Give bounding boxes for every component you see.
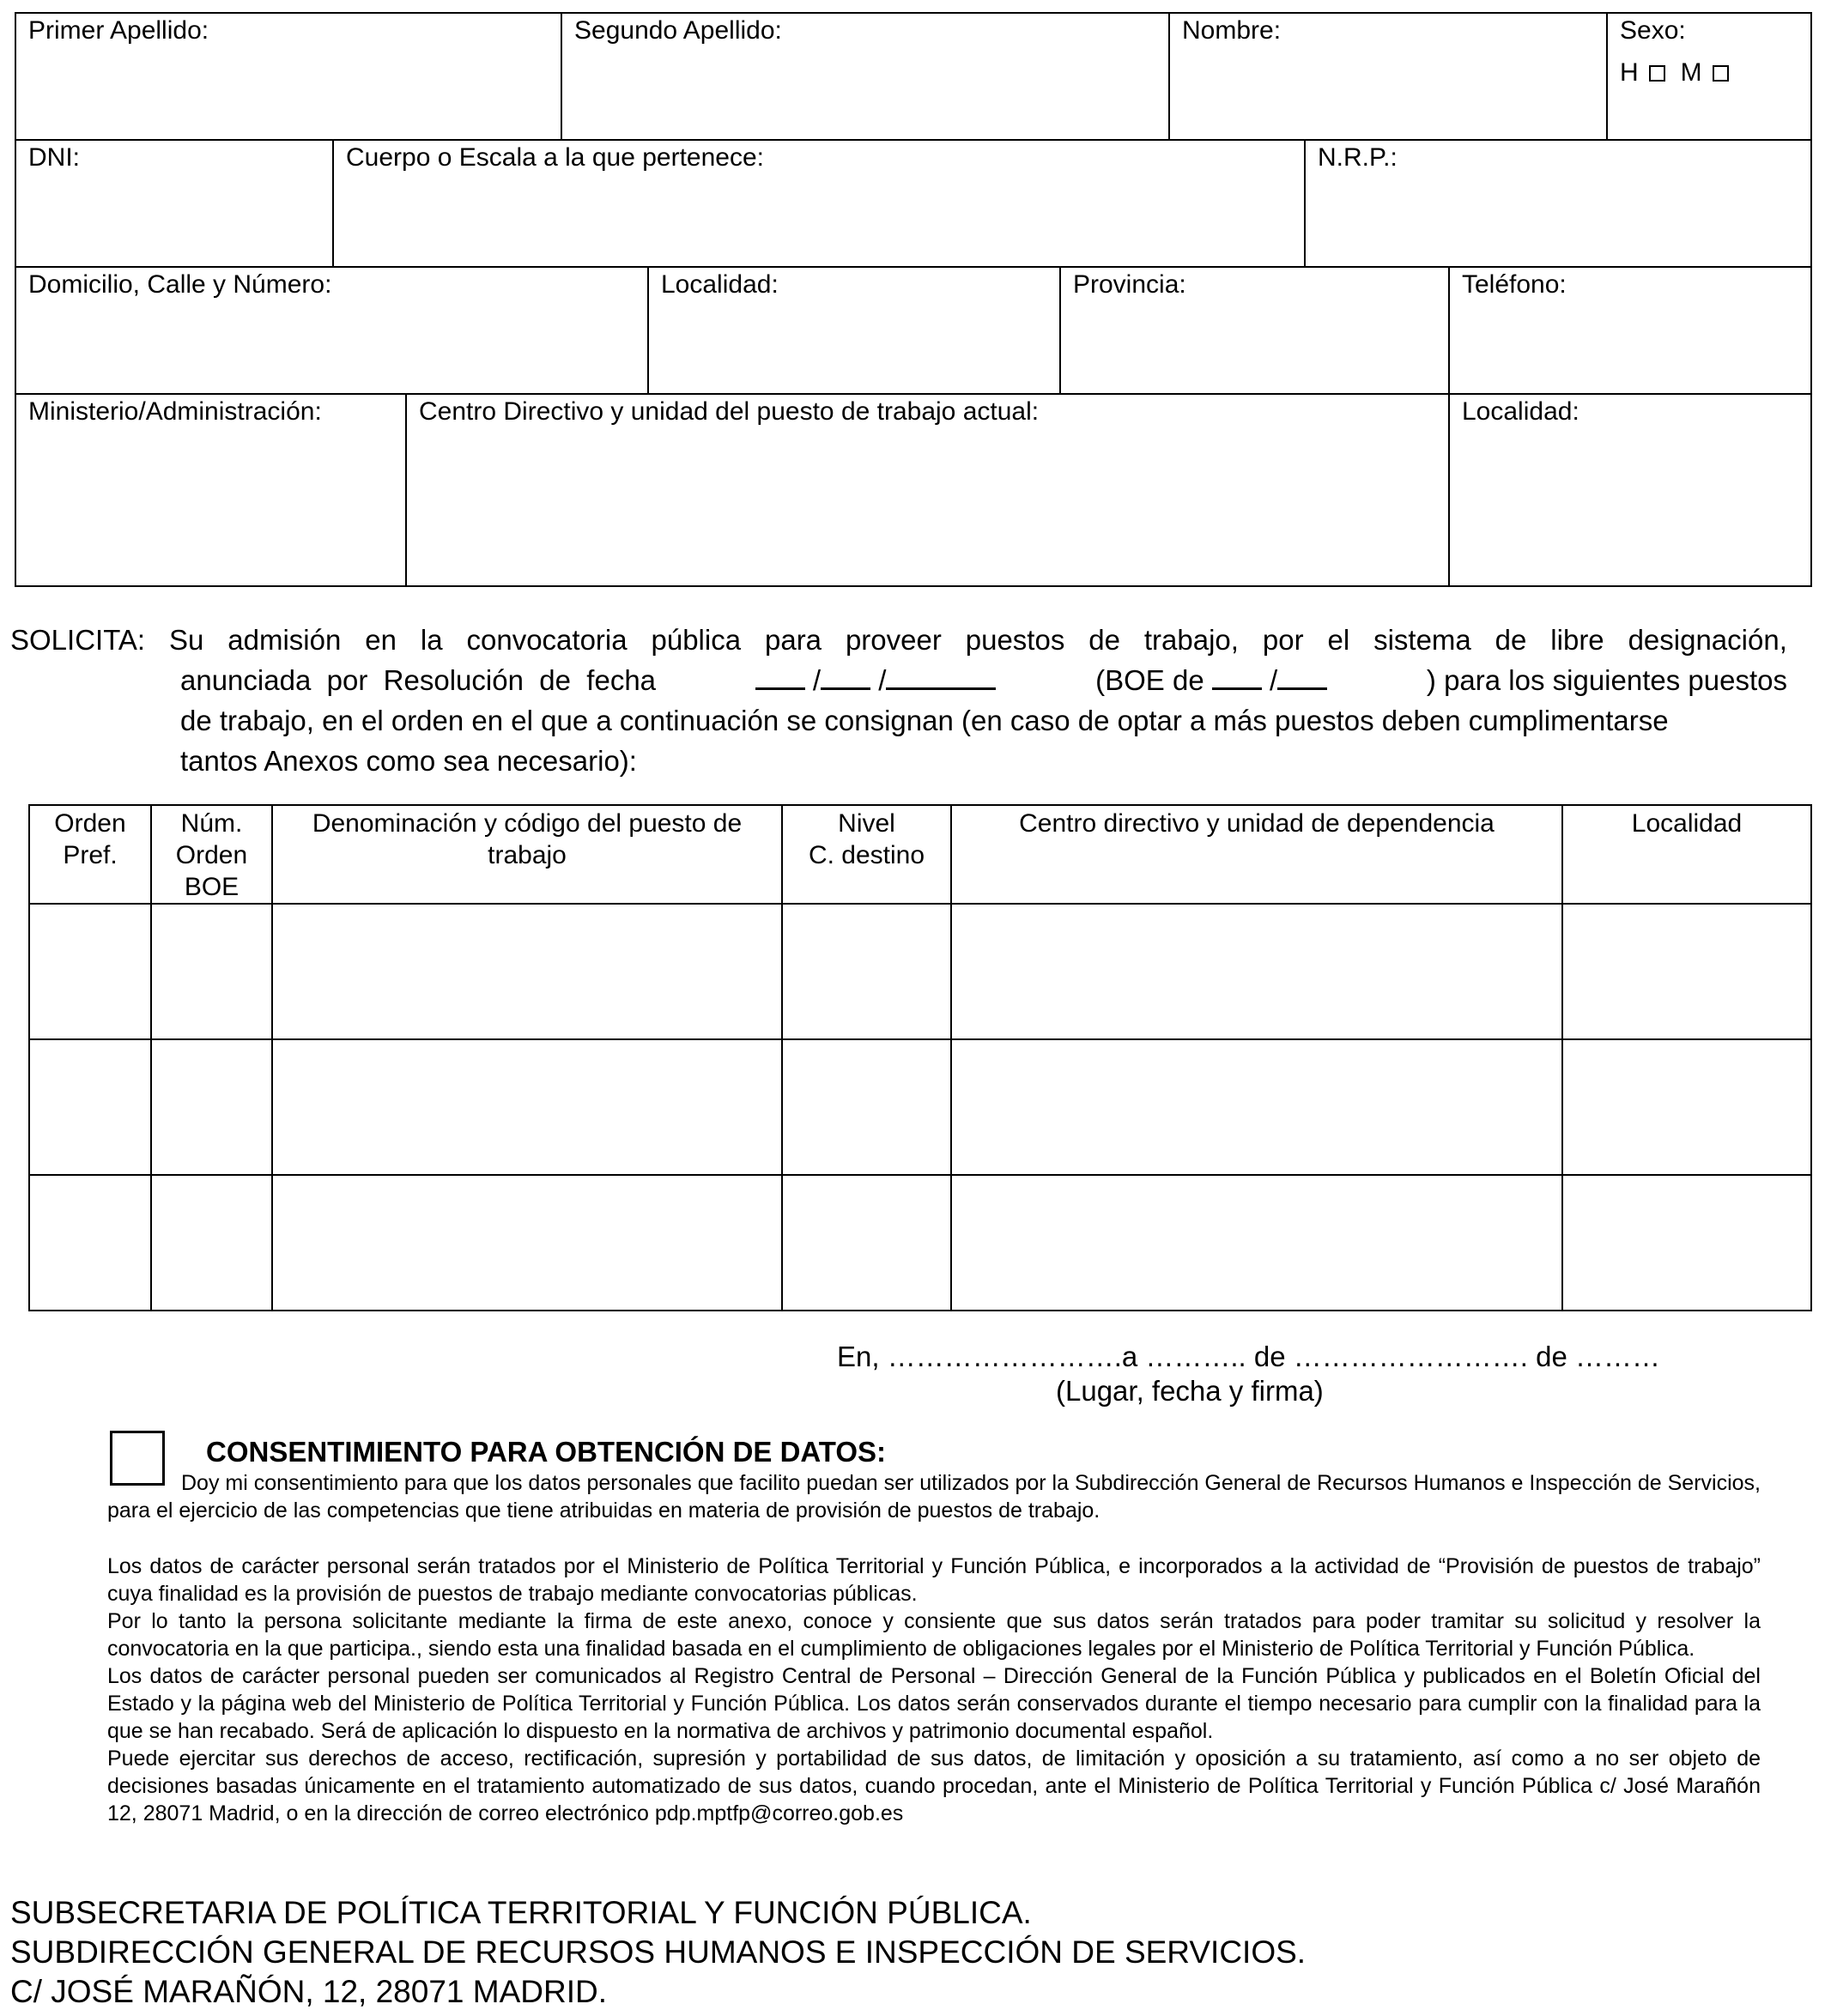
puestos-header-cell — [782, 805, 951, 904]
table-row — [29, 904, 1811, 1039]
puestos-input-cell[interactable] — [272, 1175, 782, 1311]
puestos-input-cell[interactable] — [951, 904, 1562, 1039]
solicita-line-4: tantos Anexos como sea necesario): — [180, 745, 637, 777]
puestos-header-text: Orden — [54, 809, 126, 838]
table-row — [29, 1175, 1811, 1311]
puestos-input-cell[interactable] — [29, 904, 151, 1039]
ministerio-field[interactable] — [16, 395, 405, 585]
puestos-input-cell[interactable] — [1562, 904, 1811, 1039]
puestos-input-cell[interactable] — [272, 904, 782, 1039]
localidad-field[interactable] — [647, 268, 1059, 393]
puestos-input-cell[interactable] — [782, 1039, 951, 1175]
solicita-word: de — [1495, 624, 1527, 656]
solicita-word: el — [1327, 624, 1350, 656]
consent-title: CONSENTIMIENTO PARA OBTENCIÓN DE DATOS: — [206, 1436, 887, 1468]
solicita-line-3: de trabajo, en el orden en el que a continuación se consignan (en caso de optar a más puestos deben cumplimentarse — [180, 705, 1669, 736]
puestos-header-cell — [1562, 805, 1811, 904]
solicita-word: por — [1262, 624, 1304, 656]
privacy-notice — [107, 1553, 1761, 1827]
puestos-header-cell — [29, 805, 151, 904]
puestos-input-cell[interactable] — [29, 1175, 151, 1311]
nrp-label: N.R.P.: — [1318, 143, 1398, 172]
sexo-options — [1620, 58, 1729, 88]
puestos-header-cell — [951, 805, 1562, 904]
nombre-label: Nombre: — [1182, 16, 1282, 45]
privacy-paragraph: Los datos de carácter personal serán tratados por el Ministerio de Política Territorial y Función Pública, e incorporados a la actividad de “Provisión de puestos de trabajo” cuya finalidad es la provisión de puestos de trabajo mediante convocatorias públicas. — [107, 1554, 1761, 1606]
puestos-header-text: Localidad — [1631, 809, 1743, 838]
solicita-line-2 — [10, 660, 1787, 700]
privacy-paragraph: Puede ejercitar sus derechos de acceso, rectificación, supresión y portabilidad de sus datos, de limitación y oposición a su tratamiento, así como a no ser objeto de decisiones basadas únicamente en el tratamiento automatizado de sus datos, cuando procedan, ante el Ministerio de Política Territorial y Función Pública c/ José Marañón 12, 28071 Madrid, o en la dirección de correo electrónico pdp.mptfp@correo.gob.es — [107, 1747, 1761, 1825]
puestos-input-cell[interactable] — [151, 1175, 272, 1311]
form-row-name — [16, 14, 1810, 141]
fecha-year-blank[interactable] — [886, 662, 996, 690]
footer-line: C/ JOSÉ MARAÑÓN, 12, 28071 MADRID. — [10, 1974, 607, 2009]
sexo-m-checkbox[interactable] — [1713, 65, 1729, 82]
fecha-day-blank[interactable] — [755, 662, 805, 690]
form-row-dni — [16, 141, 1810, 268]
nrp-field[interactable] — [1304, 141, 1810, 266]
footer-line: SUBDIRECCIÓN GENERAL DE RECURSOS HUMANOS E INSPECCIÓN DE SERVICIOS. — [10, 1934, 1307, 1970]
solicita-line-2-end: ) para los siguientes puestos — [1426, 664, 1787, 696]
provincia-field[interactable] — [1059, 268, 1448, 393]
lugar-fecha-line[interactable]: En, …………………….a ……….. de ……………………. de ……… — [837, 1341, 1660, 1372]
date-slash: / — [1270, 664, 1278, 696]
sexo-field — [1606, 14, 1810, 139]
resolucion-date-inputs — [755, 660, 997, 700]
privacy-paragraph: Los datos de carácter personal pueden ser comunicados al Registro Central de Personal – Dirección General de la Función Pública y publicados en el Boletín Oficial del Estado y la página web del Ministerio de Política Territorial y Función Pública. Los datos serán conservados durante el tiempo necesario para cumplir con la finalidad para la que se han recabado. Será de aplicación lo dispuesto en la normativa de archivos y patrimonio documental español. — [107, 1664, 1761, 1743]
solicita-word: admisión — [227, 624, 342, 656]
solicita-word: para — [764, 624, 822, 656]
footer-line: SUBSECRETARIA DE POLÍTICA TERRITORIAL Y FUNCIÓN PÚBLICA. — [10, 1895, 1032, 1930]
solicita-word: puestos — [965, 624, 1065, 656]
solicita-paragraph — [10, 620, 1787, 781]
segundo-apellido-label: Segundo Apellido: — [574, 16, 782, 45]
puestos-header-cell — [272, 805, 782, 904]
footer-address — [10, 1893, 1306, 2012]
solicita-word: sistema — [1373, 624, 1471, 656]
puestos-input-cell[interactable] — [151, 904, 272, 1039]
solicita-word: Su — [169, 624, 204, 656]
solicita-word: de — [1088, 624, 1120, 656]
puestos-input-cell[interactable] — [782, 904, 951, 1039]
boe-day-blank[interactable] — [1212, 662, 1262, 690]
boe-month-blank[interactable] — [1277, 662, 1327, 690]
solicita-word: designación, — [1628, 624, 1787, 656]
lugar-fecha-caption: (Lugar, fecha y firma) — [1056, 1375, 1324, 1407]
puestos-table-body — [29, 904, 1811, 1311]
puestos-header-text: C. destino — [808, 841, 925, 869]
puestos-input-cell[interactable] — [1562, 1039, 1811, 1175]
puestos-header-text: Núm. — [180, 809, 243, 838]
consent-text — [107, 1469, 1761, 1524]
segundo-apellido-field[interactable] — [561, 14, 1168, 139]
sexo-h-checkbox[interactable] — [1649, 65, 1665, 82]
fecha-month-blank[interactable] — [821, 662, 870, 690]
solicita-word: trabajo, — [1143, 624, 1239, 656]
solicita-word: la — [420, 624, 443, 656]
puestos-input-cell[interactable] — [951, 1175, 1562, 1311]
dni-field[interactable] — [16, 141, 332, 266]
puestos-input-cell[interactable] — [782, 1175, 951, 1311]
solicita-word: libre — [1550, 624, 1604, 656]
privacy-paragraph: Por lo tanto la persona solicitante mediante la firma de este anexo, conoce y consiente que sus datos serán tratados para poder tramitar su solicitud y resolver la convocatoria en la que participa., siendo esta una finalidad basada en el cumplimiento de obligaciones legales por el Ministerio de Política Territorial y Función Pública. — [107, 1609, 1761, 1661]
personal-data-form — [15, 12, 1812, 587]
puestos-table — [28, 804, 1812, 1311]
puestos-header-text: Denominación y código del puesto de — [312, 809, 743, 838]
solicita-word: proveer — [845, 624, 942, 656]
centro-directivo-field[interactable] — [405, 395, 1448, 585]
cuerpo-field[interactable] — [332, 141, 1304, 266]
puestos-header-text: Pref. — [63, 841, 118, 869]
solicita-label: SOLICITA: — [10, 624, 146, 656]
resolucion-fecha-label: anunciada por Resolución de fecha — [180, 664, 657, 696]
domicilio-field[interactable] — [16, 268, 647, 393]
puestos-header-text: trabajo — [488, 841, 567, 869]
solicita-word: convocatoria — [466, 624, 628, 656]
puestos-header-text: Orden — [175, 841, 248, 869]
form-row-address — [16, 268, 1810, 395]
puestos-input-cell[interactable] — [29, 1039, 151, 1175]
boe-label: (BOE de — [1095, 664, 1204, 696]
puestos-table-header — [29, 805, 1811, 904]
sexo-label: Sexo: — [1620, 16, 1686, 45]
solicita-word: en — [365, 624, 397, 656]
puestos-header-text: BOE — [184, 873, 239, 901]
dni-label: DNI: — [28, 143, 80, 172]
sexo-m-label: M — [1680, 58, 1702, 87]
localidad-label: Localidad: — [661, 270, 779, 299]
puestos-input-cell[interactable] — [151, 1039, 272, 1175]
centro-directivo-label: Centro Directivo y unidad del puesto de trabajo actual: — [419, 397, 1040, 426]
date-slash: / — [878, 664, 887, 696]
telefono-field[interactable] — [1448, 268, 1810, 393]
cuerpo-label: Cuerpo o Escala a la que pertenece: — [346, 143, 764, 172]
domicilio-label: Domicilio, Calle y Número: — [28, 270, 332, 299]
nombre-field[interactable] — [1168, 14, 1606, 139]
primer-apellido-label: Primer Apellido: — [28, 16, 209, 45]
puestos-input-cell[interactable] — [1562, 1175, 1811, 1311]
table-row — [29, 1039, 1811, 1175]
telefono-label: Teléfono: — [1462, 270, 1567, 299]
localidad-trabajo-field[interactable] — [1448, 395, 1810, 585]
puestos-header-text: Centro directivo y unidad de dependencia — [1019, 809, 1495, 838]
solicita-line-1 — [10, 620, 1787, 660]
sexo-h-label: H — [1620, 58, 1639, 87]
provincia-label: Provincia: — [1073, 270, 1186, 299]
form-row-work — [16, 395, 1810, 585]
localidad-trabajo-label: Localidad: — [1462, 397, 1579, 426]
solicita-word: pública — [651, 624, 742, 656]
boe-date-inputs — [1095, 660, 1327, 700]
ministerio-label: Ministerio/Administración: — [28, 397, 322, 426]
puestos-input-cell[interactable] — [951, 1039, 1562, 1175]
puestos-header-text: Nivel — [838, 809, 895, 838]
puestos-header-cell — [151, 805, 272, 904]
consent-text-body: Doy mi consentimiento para que los datos personales que facilito puedan ser utilizados por la Subdirección General de Recursos Humanos e Inspección de Servicios, para el ejercicio de las competencias que tiene atribuidas en materia de provisión de puestos de trabajo. — [107, 1471, 1761, 1523]
date-slash: / — [812, 664, 822, 696]
puestos-input-cell[interactable] — [272, 1039, 782, 1175]
primer-apellido-field[interactable] — [16, 14, 561, 139]
